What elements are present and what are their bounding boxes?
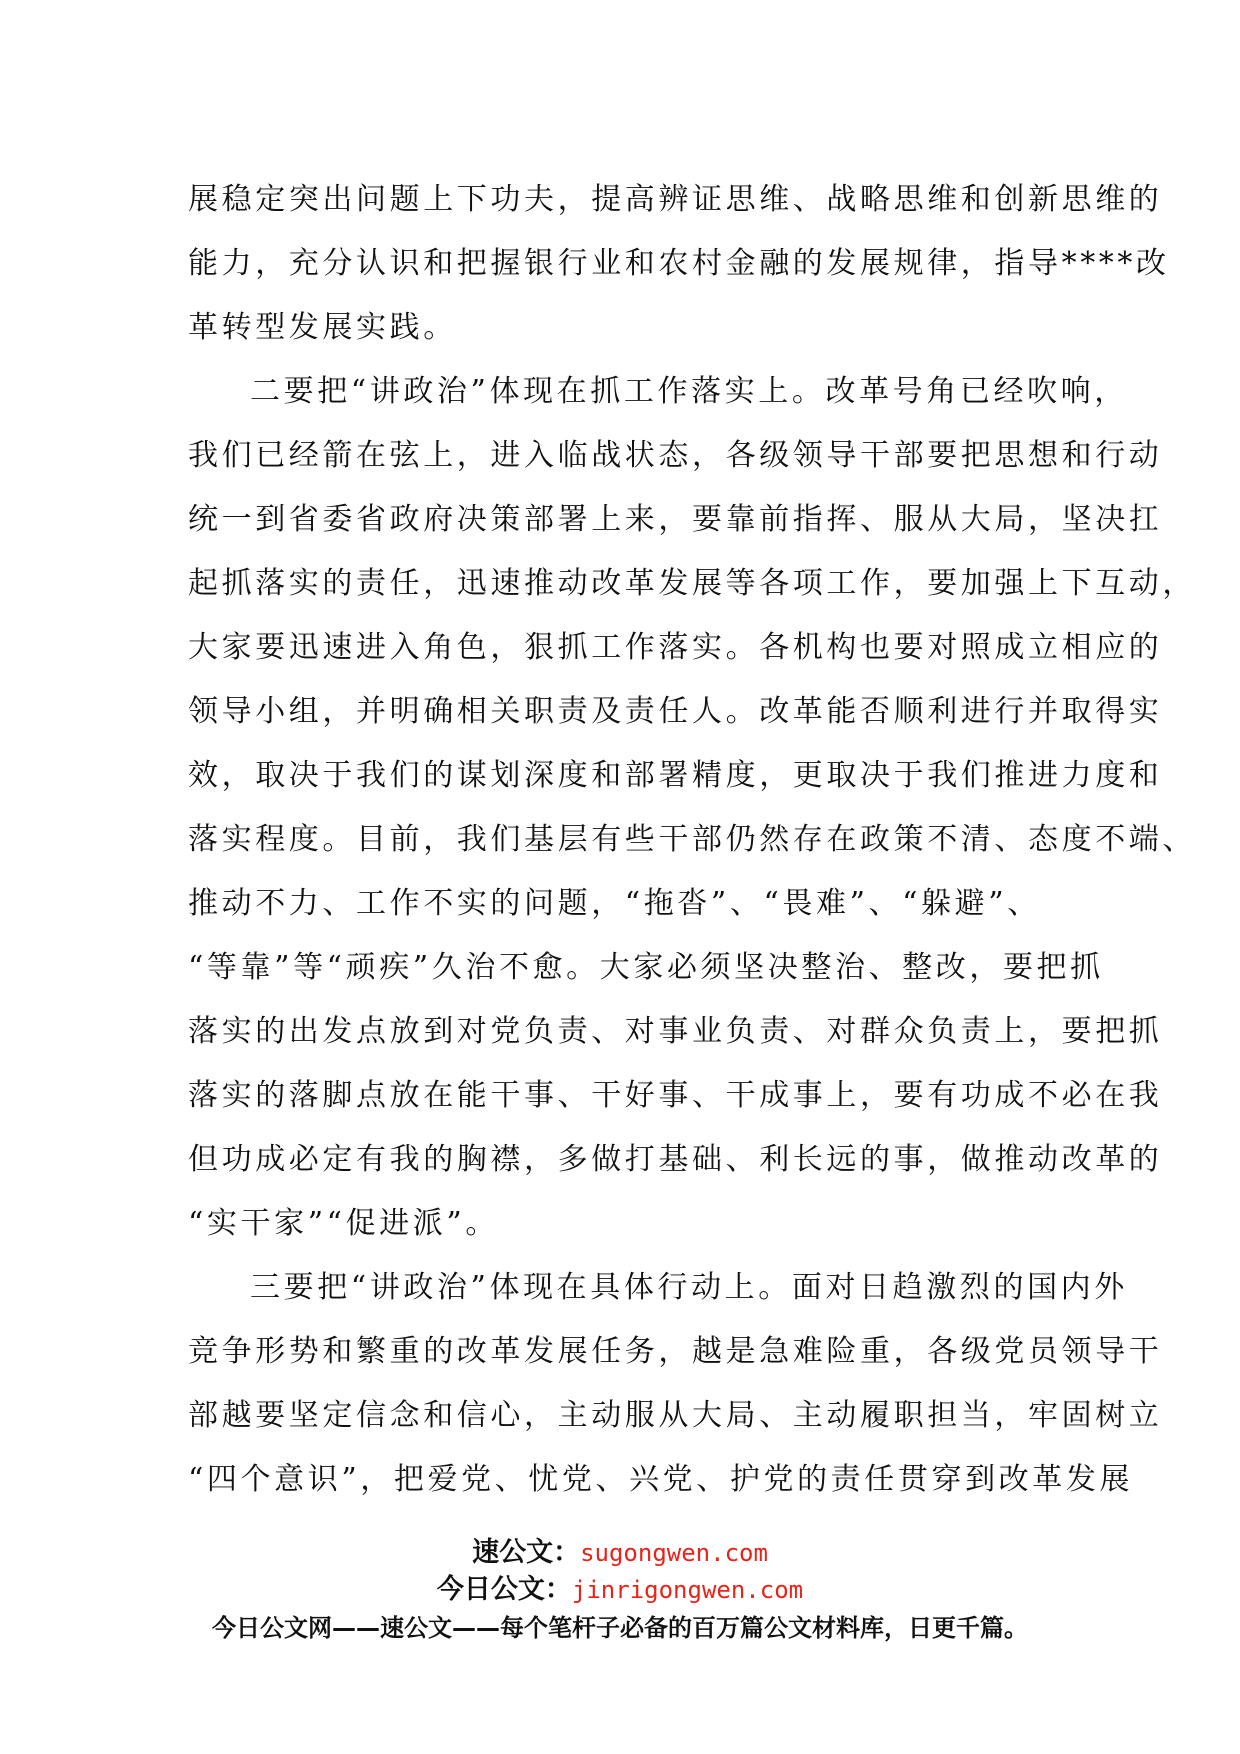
footer-site-jinrigongwen [0,1572,1240,1608]
body-line: 我们已经箭在弦上，进入临战状态，各级领导干部要把思想和行动 [188,438,1163,473]
body-line: 竞争形势和繁重的改革发展任务，越是急难险重，各级党员领导干 [188,1334,1163,1369]
footer-site2-link[interactable]: jinrigongwen.com [571,1576,804,1604]
footer-site-sugongwen [0,1535,1240,1571]
body-line: 效，取决于我们的谋划深度和部署精度，更取决于我们推进力度和 [188,758,1163,793]
body-line: 落实程度。目前，我们基层有些干部仍然存在政策不清、态度不端、 [188,822,1196,857]
document-body [188,168,1196,1512]
body-line: 大家要迅速进入角色，狠抓工作落实。各机构也要对照成立相应的 [188,630,1163,665]
body-line: “实干家”“促进派”。 [188,1206,499,1241]
body-line: 展稳定突出问题上下功夫，提高辨证思维、战略思维和创新思维的 [188,182,1163,217]
body-line: “四个意识”，把爱党、忧党、兴党、护党的责任贯穿到改革发展 [188,1462,1134,1497]
body-line: 能力，充分认识和把握银行业和农村金融的发展规律，指导****改 [188,246,1170,281]
footer-tagline: 今日公文网——速公文——每个笔杆子必备的百万篇公文材料库，日更千篇。 [212,1614,1028,1642]
footer-site1-link[interactable]: sugongwen.com [580,1539,768,1567]
body-line: 但功成必定有我的胸襟，多做打基础、利长远的事，做推动改革的 [188,1142,1163,1177]
body-line: 革转型发展实践。 [188,310,457,345]
body-line: 三要把“讲政治”体现在具体行动上。面对日趋激烈的国内外 [250,1270,1128,1305]
body-line: 起抓落实的责任，迅速推动改革发展等各项工作，要加强上下互动， [188,566,1196,601]
body-line: 落实的落脚点放在能干事、干好事、干成事上，要有功成不必在我 [188,1078,1163,1113]
body-line: 领导小组，并明确相关职责及责任人。改革能否顺利进行并取得实 [188,694,1163,729]
footer-site1-label: 速公文： [472,1537,581,1568]
body-line: 二要把“讲政治”体现在抓工作落实上。改革号角已经吹响， [250,374,1128,409]
body-line: 统一到省委省政府决策部署上来，要靠前指挥、服从大局，坚决扛 [188,502,1163,537]
body-line: 推动不力、工作不实的问题，“拖沓”、“畏难”、“躲避”、 [188,886,1041,921]
body-line: 落实的出发点放到对党负责、对事业负责、对群众负责上，要把抓 [188,1014,1163,1049]
body-line: “等靠”等“顽疾”久治不愈。大家必须坚决整治、整改，要把抓 [188,950,1104,985]
body-line: 部越要坚定信念和信心，主动服从大局、主动履职担当，牢固树立 [188,1398,1163,1433]
footer-site2-label: 今日公文： [436,1574,572,1605]
